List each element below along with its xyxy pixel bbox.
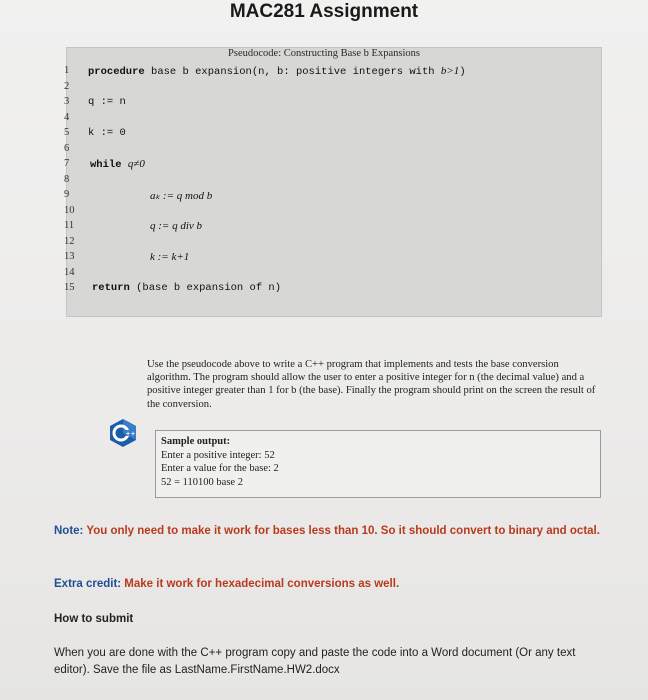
note-paragraph <box>54 523 614 540</box>
line-number: 10 <box>64 204 75 216</box>
line-number: 5 <box>64 127 70 138</box>
code-line-k-assign: k := 0 <box>88 127 126 139</box>
line-number: 12 <box>64 235 75 247</box>
while-keyword: while <box>90 159 122 171</box>
sample-output-line: Enter a value for the base: 2 <box>161 463 279 474</box>
cpp-logo-icon <box>108 418 138 448</box>
code-line-procedure <box>88 65 466 78</box>
line-number: 13 <box>64 251 75 262</box>
line-number: 7 <box>64 158 70 169</box>
extra-credit-label: Extra credit: <box>54 578 122 590</box>
line-numbers <box>64 63 82 296</box>
line-number: 1 <box>64 65 70 76</box>
sample-output-box <box>155 430 601 498</box>
procedure-condition: b>1 <box>440 65 460 77</box>
line-number: 8 <box>64 173 70 185</box>
code-line-while <box>90 158 145 171</box>
line-number: 3 <box>64 96 70 107</box>
how-to-submit-text: When you are done with the C++ program copy and paste the code into a Word document (Or any text editor). Save the file as LastName.FirstName.HW2.docx <box>54 647 576 676</box>
line-number: 4 <box>64 111 70 123</box>
return-keyword: return <box>92 282 130 294</box>
note-label: Note: <box>54 525 84 537</box>
how-to-submit-heading: How to submit <box>54 613 134 625</box>
procedure-keyword: procedure <box>88 66 145 78</box>
line-number: 11 <box>64 220 75 231</box>
svg-text:++: ++ <box>125 430 136 438</box>
while-condition: q≠0 <box>127 158 145 170</box>
extra-credit-text: Make it work for hexadecimal conversions as well. <box>121 578 400 590</box>
sample-output-line: Enter a positive integer: 52 <box>161 449 275 461</box>
note-text: You only need to make it work for bases less than 10. So it should convert to binary and octal. <box>83 525 600 537</box>
pseudocode-box <box>66 47 602 317</box>
line-number: 15 <box>64 282 75 293</box>
code-line-q-div: q := q div b <box>150 220 203 232</box>
code-line-k-inc: k := k+1 <box>150 251 190 263</box>
line-number: 9 <box>64 189 70 200</box>
line-number: 2 <box>64 80 70 92</box>
line-number: 6 <box>64 142 70 154</box>
page-title: MAC281 Assignment <box>229 1 419 22</box>
code-line-q-assign: q := n <box>88 96 126 108</box>
code-line-ak-assign: aₖ := q mod b <box>150 190 213 202</box>
assignment-description: Use the pseudocode above to write a C++ program that implements and tests the base conversion algorithm. The program should allow the user to enter a positive integer for n (the decimal value) and a positive integer greater than 1 for b (the base). Finally the program should print on the screen the result of the conversion. <box>147 359 596 410</box>
line-number: 14 <box>64 266 75 278</box>
sample-output-title: Sample output: <box>161 436 231 447</box>
code-line-return <box>92 282 281 294</box>
extra-credit-paragraph <box>54 576 614 593</box>
pseudocode-caption: Pseudocode: Constructing Base b Expansions <box>228 48 420 59</box>
procedure-signature: base b expansion(n, b: positive integers with <box>144 66 441 78</box>
return-value: (base b expansion of n) <box>129 282 282 294</box>
sample-output-line: 52 = 110100 base 2 <box>161 476 243 488</box>
procedure-close: ) <box>459 66 466 78</box>
